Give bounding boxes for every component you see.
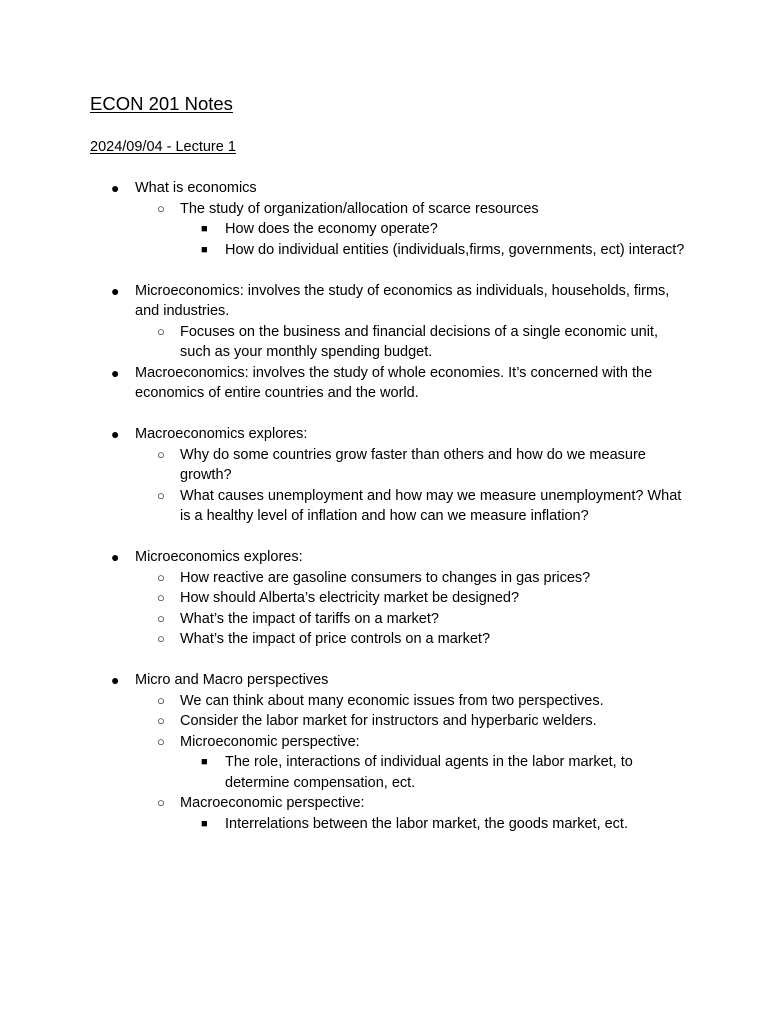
list-item-text: Macroeconomics: involves the study of whole economies. It’s concerned with the economics of entire countries and the world. [135,364,653,401]
square-marker: ■ [201,817,208,830]
bullet-marker: ● [111,549,120,565]
list-item-text: Why do some countries grow faster than others and how do we measure growth? [180,446,646,483]
list-item [90,814,690,835]
circle-marker: ○ [157,569,165,585]
list-item-text: How does the economy operate? [225,221,438,237]
list-item-text: Micro and Macro perspectives [135,672,329,688]
circle-marker: ○ [157,692,165,708]
bullet-marker: ● [111,180,120,196]
list-item [90,424,690,445]
list-item [90,568,690,589]
note-section [90,424,690,527]
note-section [90,547,690,650]
note-section [90,670,690,834]
circle-marker: ○ [157,487,165,503]
list-item-text: Macroeconomic perspective: [180,795,365,811]
note-section [90,178,690,260]
list-item-text: Microeconomics: involves the study of economics as individuals, households, firms, and industries. [135,282,670,319]
list-item-text: How reactive are gasoline consumers to changes in gas prices? [180,569,591,586]
note-section [90,281,690,404]
circle-marker: ○ [157,610,165,626]
list-item [90,670,690,691]
list-item [90,178,690,199]
list-item [90,199,690,220]
bullet-marker: ● [111,364,120,381]
list-item-text: Focuses on the business and financial decisions of a single economic unit, such as your monthly spending budget. [180,323,658,360]
list-item [90,588,690,609]
list-item [90,711,690,732]
list-item [90,752,690,793]
list-item-text: What causes unemployment and how may we measure unemployment? What is a healthy level of inflation and how can we measure inflation? [180,487,682,524]
list-item [90,691,690,712]
list-item [90,547,690,568]
circle-marker: ○ [157,590,165,605]
circle-marker: ○ [157,733,165,749]
list-item [90,629,690,650]
bullet-marker: ● [111,426,120,442]
list-item-text: Interrelations between the labor market, the goods market, ect. [225,815,628,832]
list-item-text: Microeconomics explores: [135,549,303,565]
list-item [90,609,690,630]
notes-list [90,178,690,834]
document-page [90,92,690,855]
list-item [90,281,690,322]
list-item-text: Macroeconomics explores: [135,426,308,442]
square-marker: ■ [201,756,208,768]
circle-marker: ○ [157,323,165,339]
list-item-text: How should Alberta’s electricity market be designed? [180,590,520,606]
bullet-marker: ● [111,672,120,688]
list-item [90,486,690,527]
circle-marker: ○ [157,795,165,810]
list-item [90,240,690,261]
list-item [90,793,690,814]
list-item [90,219,690,240]
list-item-text: How do individual entities (individuals,firms, governments, ect) interact? [225,241,685,258]
list-item [90,445,690,486]
circle-marker: ○ [157,446,165,462]
list-item-text: The study of organization/allocation of scarce resources [180,200,539,217]
square-marker: ■ [201,243,208,256]
list-item-text: We can think about many economic issues from two perspectives. [180,692,604,709]
list-item-text: What’s the impact of price controls on a market? [180,631,491,647]
list-item-text: The role, interactions of individual agents in the labor market, to determine compensation, ect. [225,754,633,791]
list-item-text: What’s the impact of tariffs on a market? [180,610,439,627]
document-title: ECON 201 Notes [90,93,233,114]
circle-marker: ○ [157,200,165,216]
list-item-text: Consider the labor market for instructors and hyperbaric welders. [180,713,597,729]
square-marker: ■ [201,223,208,235]
list-item [90,363,690,404]
list-item-text: Microeconomic perspective: [180,733,360,750]
list-item-text: What is economics [135,180,257,196]
circle-marker: ○ [157,713,165,728]
list-item [90,732,690,753]
bullet-marker: ● [111,282,120,299]
lecture-heading: 2024/09/04 - Lecture 1 [90,139,236,155]
list-item [90,322,690,363]
circle-marker: ○ [157,631,165,646]
